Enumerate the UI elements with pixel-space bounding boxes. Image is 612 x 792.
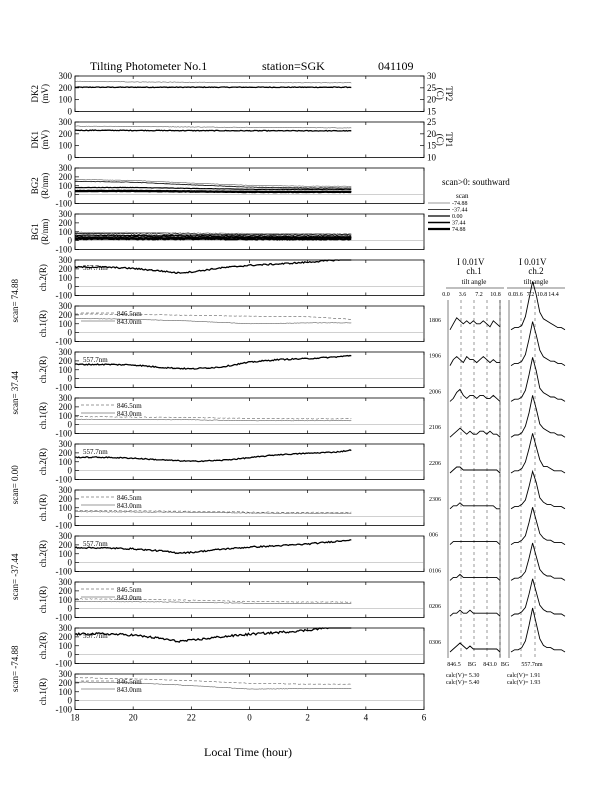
scan-group-label: scan= 74.88 bbox=[10, 278, 20, 323]
series-line-74.88 bbox=[75, 191, 351, 192]
inset-ch2-label: ch.2 bbox=[528, 266, 544, 276]
inset-bottom-label: 557.7nm bbox=[521, 662, 543, 668]
y-tick-label: 200 bbox=[58, 263, 72, 274]
x-tick-label: 20 bbox=[128, 712, 138, 723]
y-tick-label: 100 bbox=[58, 318, 72, 329]
y-tick-label: 300 bbox=[58, 255, 72, 265]
legend-entry: 37.44 bbox=[452, 220, 466, 227]
inset-ch2-profile bbox=[511, 507, 565, 544]
figure-title: Tilting Photometer No.1 bbox=[90, 59, 208, 73]
y-tick-label: 100 bbox=[58, 140, 72, 151]
inset-ch2-profile bbox=[511, 281, 565, 329]
inset-ch1-profile bbox=[450, 610, 500, 616]
inset-time-label: 2206 bbox=[429, 461, 441, 467]
y-axis-label: ch.1(R) bbox=[38, 678, 48, 706]
panel-frame bbox=[75, 168, 424, 204]
scan-group-label: scan= -74.88 bbox=[10, 645, 20, 693]
legend-heading: scan bbox=[456, 192, 469, 200]
legend-entry: -74.88 bbox=[452, 201, 468, 207]
series-line-TP1 bbox=[75, 126, 351, 128]
inset-time-label: 0106 bbox=[429, 568, 441, 575]
y-tick-label: 300 bbox=[58, 577, 72, 587]
right-axis-label: TP1 bbox=[444, 132, 454, 148]
inset-calc-right: calc(V)= 1.91 bbox=[507, 673, 541, 679]
y-tick-label: 300 bbox=[58, 485, 72, 495]
y-tick-label: 200 bbox=[58, 585, 72, 596]
y-tick-label: 200 bbox=[58, 493, 72, 504]
inset-ch1-profile bbox=[450, 542, 500, 545]
y-tick-label: 100 bbox=[58, 686, 72, 697]
y-tick-label: 0 bbox=[67, 373, 72, 384]
inset-time-label: 2006 bbox=[429, 389, 441, 396]
series-line-DK2 bbox=[75, 87, 351, 88]
y-tick-label: -100 bbox=[55, 658, 72, 669]
right-tick-label: 30 bbox=[427, 71, 436, 81]
right-tick-label: 10 bbox=[427, 152, 436, 163]
inset-ch2-axis-title: tilt angle bbox=[523, 278, 549, 286]
series-line-846.5nm bbox=[75, 510, 351, 512]
legend-note: scan>0: southward bbox=[442, 177, 510, 187]
inset-ch2-tick: 7.2 bbox=[526, 292, 535, 298]
inset-time-label: 1806 bbox=[429, 317, 441, 324]
inset-ch1-profile bbox=[450, 503, 500, 509]
panel-dk1 bbox=[30, 117, 454, 163]
panel-s5b bbox=[38, 669, 424, 715]
panel-frame bbox=[75, 536, 424, 572]
y-axis-unit: (R/nm) bbox=[40, 218, 50, 245]
y-axis-label: ch.2(R) bbox=[38, 448, 48, 476]
y-tick-label: 0 bbox=[67, 557, 72, 568]
y-axis-label: BG2 bbox=[30, 177, 40, 195]
inset-ch1-profile bbox=[450, 467, 500, 473]
y-tick-label: 100 bbox=[58, 640, 72, 651]
x-tick-label: 4 bbox=[363, 712, 369, 723]
right-tick-label: 20 bbox=[427, 128, 436, 139]
panel-s3a bbox=[38, 439, 424, 485]
y-tick-label: 200 bbox=[58, 128, 72, 139]
y-tick-label: -100 bbox=[55, 198, 72, 209]
panel-frame bbox=[75, 352, 424, 388]
inset-ch1-axis-title: tilt angle bbox=[461, 278, 487, 286]
inset-ch1-tick: 10.8 bbox=[490, 292, 501, 298]
right-tick-label: 15 bbox=[427, 106, 436, 117]
y-axis-label: DK2 bbox=[30, 85, 40, 103]
y-tick-label: 0 bbox=[67, 106, 72, 117]
y-axis-label: ch.2(R) bbox=[38, 632, 48, 660]
inset-bottom-label: BG bbox=[500, 662, 510, 668]
series-label-ir2: 843.0nm bbox=[117, 594, 142, 602]
y-tick-label: -100 bbox=[55, 244, 72, 255]
inset-time-label: 1906 bbox=[429, 353, 441, 360]
y-axis-unit: (mV) bbox=[40, 130, 50, 150]
y-axis-label: ch.1(R) bbox=[38, 586, 48, 614]
y-tick-label: 300 bbox=[58, 531, 72, 541]
y-tick-label: 0 bbox=[67, 419, 72, 430]
y-axis-unit: (R/nm) bbox=[40, 172, 50, 199]
inset-ch1-tick: 7.2 bbox=[475, 292, 483, 298]
y-tick-label: -100 bbox=[55, 428, 72, 439]
series-line-0.00 bbox=[75, 235, 351, 237]
inset-ch2-profile bbox=[511, 322, 565, 366]
x-tick-label: 22 bbox=[186, 712, 196, 723]
y-tick-label: -100 bbox=[55, 566, 72, 577]
inset-ch2-tick: 14.4 bbox=[548, 292, 559, 298]
date-label: 041109 bbox=[378, 59, 414, 73]
legend-entry: 74.88 bbox=[452, 227, 466, 233]
y-tick-label: 300 bbox=[58, 71, 72, 81]
panel-s4b bbox=[38, 577, 424, 623]
inset-ch1-tick: 3.6 bbox=[458, 292, 467, 298]
panel-frame bbox=[75, 444, 424, 480]
x-axis-label: Local Time (hour) bbox=[204, 745, 292, 759]
y-tick-label: 100 bbox=[58, 180, 72, 191]
right-tick-label: 25 bbox=[427, 82, 436, 93]
inset-bottom-label: BG bbox=[467, 662, 477, 668]
inset-time-label: 006 bbox=[429, 532, 438, 539]
x-tick-label: 0 bbox=[247, 712, 252, 723]
series-label-ir1: 846.5nm bbox=[117, 310, 142, 318]
inset-ch2-profile bbox=[511, 433, 565, 473]
y-tick-label: 200 bbox=[58, 355, 72, 366]
y-tick-label: 200 bbox=[58, 401, 72, 412]
y-tick-label: 100 bbox=[58, 594, 72, 605]
inset-ch1-profile bbox=[450, 574, 500, 580]
y-tick-label: 100 bbox=[58, 94, 72, 105]
series-label-green: 557.7nm bbox=[83, 632, 108, 640]
panel-s5a bbox=[38, 623, 424, 669]
panel-s2b bbox=[38, 393, 424, 439]
y-axis-label: ch.2(R) bbox=[38, 356, 48, 384]
y-tick-label: 300 bbox=[58, 439, 72, 449]
inset-ch1-profile bbox=[450, 357, 500, 366]
right-tick-label: 25 bbox=[427, 117, 436, 127]
series-line-557.7nm bbox=[75, 540, 351, 554]
series-label-ir2: 843.0nm bbox=[117, 686, 142, 694]
inset-time-label: 2306 bbox=[429, 496, 441, 503]
panel-s1b bbox=[38, 301, 424, 347]
inset-ch1-label: ch.1 bbox=[466, 266, 482, 276]
scan-group-label: scan= 37.44 bbox=[10, 370, 20, 415]
inset-ch2-profile bbox=[511, 608, 565, 652]
y-tick-label: 100 bbox=[58, 410, 72, 421]
y-tick-label: 300 bbox=[58, 393, 72, 403]
inset-ch2-profile bbox=[511, 543, 565, 580]
series-label-ir1: 846.5nm bbox=[117, 494, 142, 502]
y-tick-label: 200 bbox=[58, 82, 72, 93]
series-label-ir2: 843.0nm bbox=[117, 318, 142, 326]
x-tick-label: 2 bbox=[305, 712, 310, 723]
inset-ch2-profile bbox=[511, 579, 565, 616]
y-tick-label: -100 bbox=[55, 704, 72, 715]
panel-bg2 bbox=[30, 163, 424, 209]
y-tick-label: 100 bbox=[58, 502, 72, 513]
inset-time-label: 0206 bbox=[429, 604, 441, 611]
series-line-843.0nm bbox=[75, 419, 351, 421]
legend-entry: 0.00 bbox=[452, 214, 463, 220]
inset-ch1-tick: 0.0 bbox=[442, 292, 450, 298]
series-line-557.7nm bbox=[75, 450, 351, 462]
series-line-557.7nm bbox=[75, 628, 351, 642]
y-tick-label: 100 bbox=[58, 548, 72, 559]
y-tick-label: 300 bbox=[58, 301, 72, 311]
panel-dk2 bbox=[30, 71, 454, 117]
panel-frame bbox=[75, 628, 424, 664]
y-axis-label: ch.1(R) bbox=[38, 494, 48, 522]
series-label-ir1: 846.5nm bbox=[117, 586, 142, 594]
y-tick-label: -100 bbox=[55, 290, 72, 301]
inset-ch2-profile bbox=[511, 395, 565, 437]
inset-ch2-profile bbox=[511, 357, 565, 401]
y-tick-label: 0 bbox=[67, 465, 72, 476]
y-tick-label: 100 bbox=[58, 272, 72, 283]
inset-time-label: 2106 bbox=[429, 425, 441, 432]
panel-bg1 bbox=[30, 209, 424, 255]
panel-s1a bbox=[38, 255, 424, 301]
series-label-green: 557.7nm bbox=[83, 264, 108, 272]
y-tick-label: 0 bbox=[67, 281, 72, 292]
y-tick-label: 200 bbox=[58, 309, 72, 320]
series-line-557.7nm bbox=[75, 260, 351, 273]
y-tick-label: 0 bbox=[67, 189, 72, 200]
x-axis bbox=[71, 713, 427, 723]
y-tick-label: 300 bbox=[58, 669, 72, 679]
inset-calc-right: calc(V)= 1.93 bbox=[507, 680, 541, 686]
x-tick-label: 6 bbox=[421, 712, 427, 723]
inset-time-label: 0306 bbox=[429, 640, 441, 646]
inset-ch2-tick: 3.6 bbox=[515, 292, 523, 298]
y-tick-label: 300 bbox=[58, 209, 72, 219]
y-tick-label: 300 bbox=[58, 347, 72, 357]
series-label-ir2: 843.0nm bbox=[117, 410, 142, 418]
right-tick-label: 15 bbox=[427, 140, 436, 151]
inset-ch1-profile bbox=[450, 643, 500, 652]
y-tick-label: -100 bbox=[55, 474, 72, 485]
panel-frame bbox=[75, 76, 424, 112]
scan-group-label: scan= 0.00 bbox=[10, 465, 20, 505]
y-tick-label: 0 bbox=[67, 235, 72, 246]
y-axis-label: DK1 bbox=[30, 131, 40, 149]
inset-scale-ch1: I 0.01V bbox=[457, 257, 485, 267]
panel-frame bbox=[75, 214, 424, 250]
y-tick-label: 200 bbox=[58, 539, 72, 550]
inset-ch2-profile bbox=[511, 471, 565, 508]
y-tick-label: 0 bbox=[67, 695, 72, 706]
inset-calc-left: calc(V)= 5.30 bbox=[446, 673, 480, 679]
inset-bottom-label: 843.0 bbox=[483, 662, 497, 668]
panel-s2a bbox=[38, 347, 424, 393]
tilt-profile-inset bbox=[429, 257, 565, 686]
inset-ch1-profile bbox=[450, 389, 500, 401]
series-line-557.7nm bbox=[75, 356, 351, 370]
panel-stack bbox=[10, 71, 454, 715]
y-tick-label: 100 bbox=[58, 226, 72, 237]
right-axis-label: TP2 bbox=[444, 86, 454, 102]
y-tick-label: -100 bbox=[55, 336, 72, 347]
series-label-green: 557.7nm bbox=[83, 448, 108, 456]
y-axis-label: ch.1(R) bbox=[38, 402, 48, 430]
right-tick-label: 20 bbox=[427, 94, 436, 105]
y-axis-unit: (mV) bbox=[40, 84, 50, 104]
y-axis-label: ch.2(R) bbox=[38, 540, 48, 568]
series-line-74.88 bbox=[75, 239, 351, 240]
y-tick-label: 100 bbox=[58, 456, 72, 467]
y-tick-label: 200 bbox=[58, 677, 72, 688]
series-line-DK1 bbox=[75, 130, 351, 131]
y-axis-label: BG1 bbox=[30, 223, 40, 241]
legend-entry: -37.44 bbox=[452, 207, 468, 214]
y-tick-label: 0 bbox=[67, 152, 72, 163]
y-tick-label: 0 bbox=[67, 327, 72, 338]
scan-group-label: scan= -37.44 bbox=[10, 553, 20, 601]
y-tick-label: 200 bbox=[58, 447, 72, 458]
series-label-green: 557.7nm bbox=[83, 356, 108, 364]
y-tick-label: -100 bbox=[55, 612, 72, 623]
y-tick-label: 200 bbox=[58, 171, 72, 182]
station-label: station=SGK bbox=[262, 59, 325, 73]
y-axis-label: ch.2(R) bbox=[38, 264, 48, 292]
series-label-ir1: 846.5nm bbox=[117, 402, 142, 410]
inset-scale-ch2: I 0.01V bbox=[519, 257, 547, 267]
y-tick-label: 0 bbox=[67, 511, 72, 522]
y-tick-label: 300 bbox=[58, 163, 72, 173]
series-label-ir2: 843.0nm bbox=[117, 502, 142, 510]
series-label-green: 557.7nm bbox=[83, 540, 108, 548]
y-axis-label: ch.1(R) bbox=[38, 310, 48, 338]
inset-bottom-label: 846.5 bbox=[447, 662, 461, 668]
y-tick-label: 200 bbox=[58, 631, 72, 642]
inset-ch1-profile bbox=[450, 318, 500, 330]
legend bbox=[428, 177, 510, 233]
series-line-TP2 bbox=[75, 81, 351, 83]
right-axis-unit: (C) bbox=[435, 133, 445, 146]
panel-s3b bbox=[38, 485, 424, 531]
y-tick-label: -100 bbox=[55, 382, 72, 393]
y-tick-label: 300 bbox=[58, 117, 72, 127]
y-tick-label: 0 bbox=[67, 603, 72, 614]
y-tick-label: 200 bbox=[58, 217, 72, 228]
series-label-ir1: 846.5nm bbox=[117, 678, 142, 686]
x-tick-label: 18 bbox=[70, 712, 80, 723]
right-axis-unit: (C) bbox=[435, 87, 445, 100]
y-tick-label: 300 bbox=[58, 623, 72, 633]
inset-calc-left: calc(V)= 5.40 bbox=[446, 680, 480, 686]
y-tick-label: -100 bbox=[55, 520, 72, 531]
inset-ch1-tick: 0.0 bbox=[508, 292, 516, 298]
y-tick-label: 100 bbox=[58, 364, 72, 375]
panel-s4a bbox=[38, 531, 424, 577]
y-tick-label: 0 bbox=[67, 649, 72, 660]
inset-ch1-profile bbox=[450, 428, 500, 437]
inset-ch2-tick: 10.8 bbox=[536, 292, 548, 298]
